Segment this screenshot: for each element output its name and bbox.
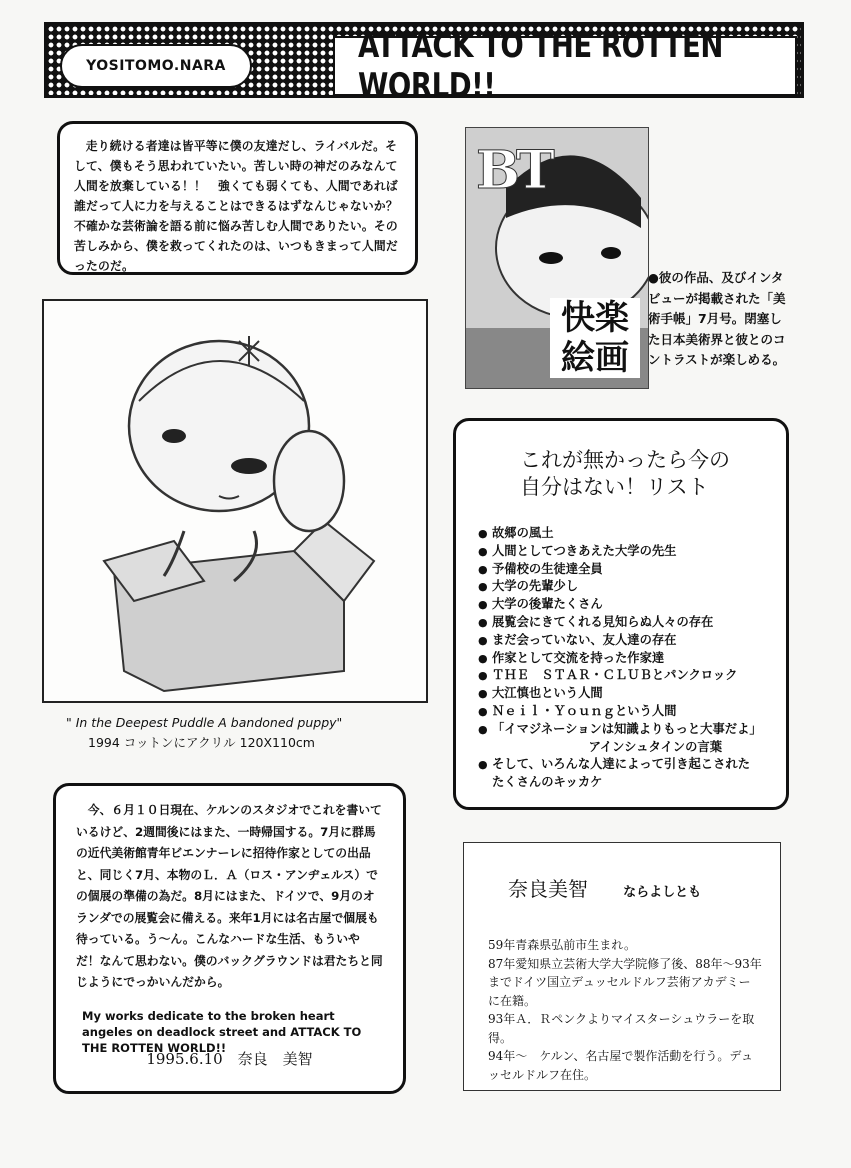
artist-name-label: YOSITOMO.NARA [60, 44, 252, 88]
list-item: ● 「イマジネーションは知識よりもっと大事だよ」 [478, 721, 764, 739]
list-item: ● 展覧会にきてくれる見知らぬ人々の存在 [478, 614, 764, 632]
bio-line: 87年愛知県立芸術大学大学院修了後、88年～93年までドイツ国立デュッセルドルフ芸術アカデミーに在籍。 [488, 956, 762, 1008]
list-item: ● 作家として交流を持った作家達 [478, 650, 764, 668]
magazine-cover-image [465, 127, 649, 389]
magazine-logo: BT [476, 140, 551, 201]
influences-list [478, 525, 764, 792]
letter-text: 今、６月１０日現在、ケルンのスタジオでこれを書いているけど、2週間後にはまた、一時帰国する。7月に群馬の近代美術館青年ビエンナーレに招待作家としての出品と、同じく7月、本物のＬ．Ａ（ロス・アンヂェルス）での個展の準備の為だ。8月にはまた、ドイツで、9月のオランダでの展覧会に備える。来年1月には名古屋で個展も待っている。う～ん。こんなハードな生活、もういやだ！なんて思わない。僕のバックグラウンドは君たちと同じようにでっかいんだから。 [76, 803, 383, 989]
list-item: ● 故郷の風土 [478, 525, 764, 543]
page-title: ATTACK TO THE ROTTEN WORLD!! [333, 36, 797, 96]
magazine-caption: ●彼の作品、及びインタビューが掲載された「美術手帳」7月号。閉塞した日本美術界と彼とのコントラストが楽しめる。 [648, 270, 786, 367]
list-item-continuation: たくさんのキッカケ [492, 775, 603, 790]
list-item: ● まだ会っていない、友人達の存在 [478, 632, 764, 650]
list-item: ● 大学の後輩たくさん [478, 596, 764, 614]
list-item: ● Ｎｅｉｌ・Ｙｏｕｎｇという人間 [478, 703, 764, 721]
profile-name: 奈良美智 [508, 877, 588, 901]
list-item: ● 大江慎也という人間 [478, 685, 764, 703]
artwork-image [42, 299, 428, 703]
bio-line: 93年Ａ．Ｒペンクよりマイスターシュウラーを取得。 [488, 1012, 755, 1045]
list-heading: これが無かったら今の 自分はない！リスト [520, 448, 730, 499]
profile-reading: ならよしとも [623, 885, 702, 900]
list-item: ● 大学の先輩少し [478, 578, 764, 596]
quote-text: 走り続ける者達は皆平等に僕の友達だし、ライバルだ。そして、僕もそう思われていたい。苦しい時の神だのみなんて人間を放棄している！！ 強くても弱くても、人間であれば誰だって人に力を与えることはできるはずなんじゃないか？ 不確かな芸術論を語る前に悩み苦しむ人間でありたい。その苦しみから、僕を救ってくれたのは、いつもきまって人間だったのだ。 [74, 139, 410, 273]
profile-box [463, 842, 781, 1091]
bio-line: 59年青森県弘前市生まれ。 [488, 938, 636, 952]
letter-english-text: My works dedicate to the broken heart angeles on deadlock street and ATTACK TO THE ROTTEN WORLD!! [82, 1008, 362, 1055]
bio-line: 94年～ ケルン、名古屋で製作活動を行う。デュッセルドルフ在住。 [488, 1049, 754, 1082]
magazine-cover-headline: 快楽絵画 [550, 298, 640, 378]
list-item: ● 人間としてつきあえた大学の先生 [478, 543, 764, 561]
profile-bio [488, 936, 762, 1084]
list-item: ● そして、いろんな人達によって引き起こされた [478, 756, 764, 774]
list-item: ● 予備校の生徒達全員 [478, 561, 764, 579]
list-item: ● ＴＨＥ ＳＴＡＲ・ＣＬＵＢとパンクロック [478, 667, 764, 685]
list-item-attribution: アインシュタインの言葉 [588, 739, 722, 754]
letter-box [53, 783, 406, 1094]
artwork-caption [66, 713, 342, 753]
artwork-details: 1994 コットンにアクリル 120X110cm [88, 735, 315, 750]
influences-list-box [453, 418, 789, 810]
quote-box [57, 121, 418, 275]
letter-signature: 1995.6.10 奈良 美智 [146, 1050, 313, 1068]
artwork-title: " In the Deepest Puddle A bandoned puppy" [66, 715, 343, 730]
